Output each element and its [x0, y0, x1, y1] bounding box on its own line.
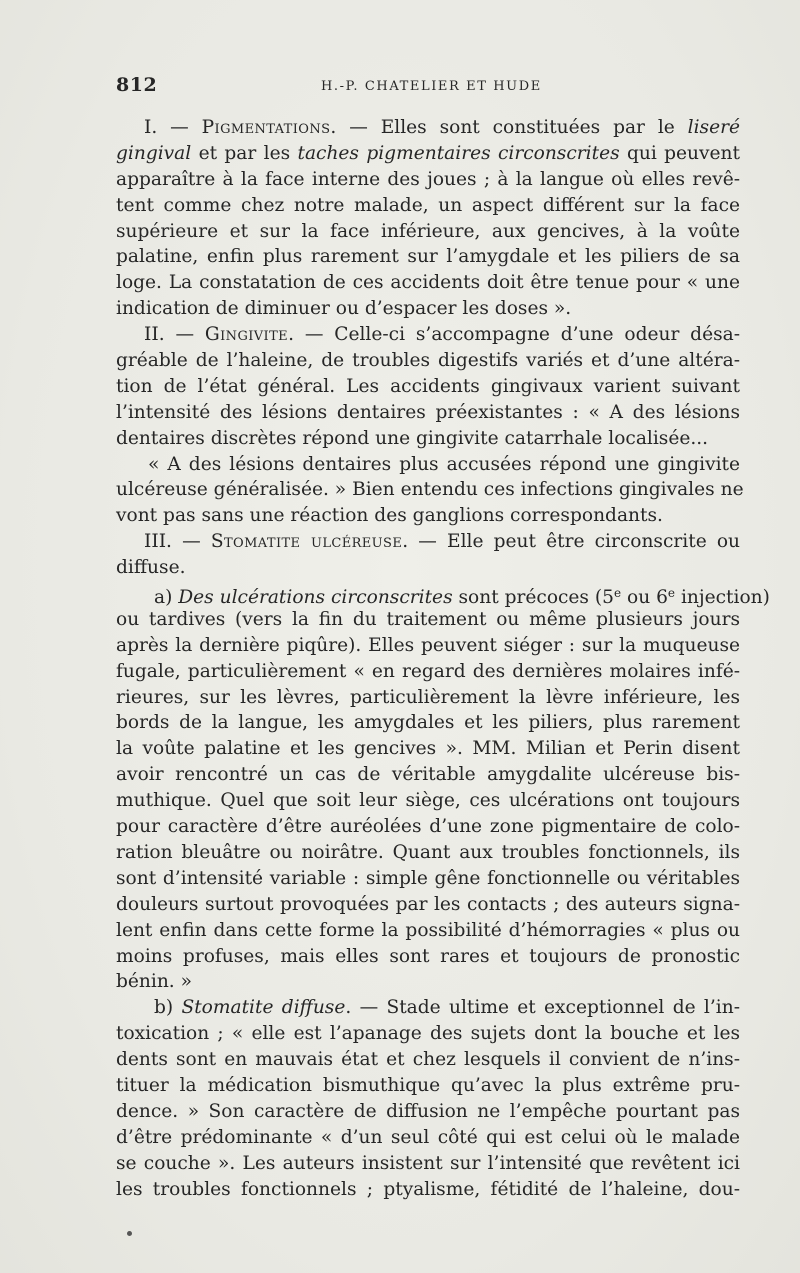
text-line: toxication ; « elle est l’apanage des sujets dont la bouche et les	[116, 1023, 740, 1045]
text-line: se couche ». Les auteurs insistent sur l’intensité que revêtent ici	[116, 1152, 740, 1174]
text-line: vont pas sans une réaction des ganglions correspondants.	[116, 505, 663, 527]
text-line: d’être prédominante « d’un seul côté qui est celui où le malade	[116, 1126, 740, 1148]
ink-dot	[127, 1231, 132, 1236]
text-line: les troubles fonctionnels ; ptyalisme, fétidité de l’haleine, dou-	[116, 1178, 740, 1200]
text-line: ration bleuâtre ou noirâtre. Quant aux troubles fonctionnels, ils	[116, 841, 740, 863]
text-line: palatine, enfin plus rarement sur l’amygdale et les piliers de sa	[116, 246, 740, 268]
text-line: supérieure et sur la face inférieure, aux gencives, à la voûte	[116, 220, 740, 242]
text-line: b) Stomatite diffuse. — Stade ultime et exceptionnel de l’in-	[154, 997, 740, 1019]
text-line: II. — Gingivite. — Celle-ci s’accompagne d’une odeur désa-	[144, 324, 740, 346]
page-header	[116, 74, 740, 100]
section-heading-stomatite: Stomatite ulcéreuse	[210, 531, 403, 553]
text-line: bénin. »	[116, 971, 193, 993]
text-line: dence. » Son caractère de diffusion ne l’empêche pourtant pas	[116, 1100, 740, 1122]
text-line: lent enfin dans cette forme la possibilité d’hémorragies « plus ou	[116, 919, 740, 941]
text-line: muthique. Quel que soit leur siège, ces ulcérations ont toujours	[116, 790, 740, 812]
text-line: a) Des ulcérations circonscrites sont précoces (5e ou 6e injection)	[154, 586, 770, 609]
text-line: tent comme chez notre malade, un aspect différent sur la face	[116, 194, 740, 216]
text-line: III. — Stomatite ulcéreuse. — Elle peut être circonscrite ou	[144, 531, 740, 553]
text-line: la voûte palatine et les gencives ». MM. Milian et Perin disent	[116, 738, 740, 760]
text-line: douleurs surtout provoquées par les contacts ; des auteurs signa-	[116, 893, 740, 915]
text-line: après la dernière piqûre). Elles peuvent siéger : sur la muqueuse	[116, 634, 740, 656]
text-line: indication de diminuer ou d’espacer les doses ».	[116, 298, 572, 320]
section-heading-gingivite: Gingivite	[204, 324, 289, 346]
text-line: rieures, sur les lèvres, particulièrement la lèvre inférieure, les	[116, 686, 740, 708]
text-line: avoir rencontré un cas de véritable amygdalite ulcéreuse bis-	[116, 764, 740, 786]
text-line: dents sont en mauvais état et chez lesquels il convient de n’ins-	[116, 1049, 740, 1071]
text-line: fugale, particulièrement « en regard des dernières molaires infé-	[116, 660, 740, 682]
text-line: apparaître à la face interne des joues ; à la langue où elles revê-	[116, 168, 740, 190]
section-heading-pigmentations: Pigmentations	[201, 117, 331, 138]
text-line: pour caractère d’être auréolées d’une zone pigmentaire de colo-	[116, 816, 740, 838]
text-line: I. — Pigmentations. — Elles sont constituées par le liseré	[144, 117, 740, 138]
text-line: gréable de l’haleine, de troubles digestifs variés et d’une altéra-	[116, 350, 740, 372]
text-line: diffuse.	[116, 557, 186, 579]
text-line: ulcéreuse généralisée. » Bien entendu ces infections gingivales ne	[116, 479, 744, 501]
text-line: loge. La constatation de ces accidents doit être tenue pour « une	[116, 272, 740, 294]
text-line: l’intensité des lésions dentaires préexistantes : « A des lésions	[116, 401, 740, 423]
text-line: sont d’intensité variable : simple gêne fonctionnelle ou véritables	[116, 867, 740, 889]
text-line: gingival et par les taches pigmentaires circonscrites qui peuvent	[116, 142, 740, 164]
text-line: dentaires discrètes répond une gingivite catarrhale localisée...	[116, 427, 709, 449]
page-number: 812	[116, 74, 158, 96]
text-line: tituer la médication bismuthique qu’avec la plus extrême pru-	[116, 1074, 740, 1096]
text-line: ou tardives (vers la fin du traitement ou même plusieurs jours	[116, 608, 740, 630]
body-text	[116, 115, 770, 1202]
text-line: « A des lésions dentaires plus accusées répond une gingivite	[148, 453, 740, 475]
running-head: H.-P. CHATELIER ET HUDE	[321, 79, 542, 94]
text-line: bords de la langue, les amygdales et les piliers, plus rarement	[116, 712, 740, 734]
text-line: tion de l’état général. Les accidents gingivaux varient suivant	[116, 375, 740, 397]
text-line: moins profuses, mais elles sont rares et toujours de pronostic	[116, 945, 740, 967]
